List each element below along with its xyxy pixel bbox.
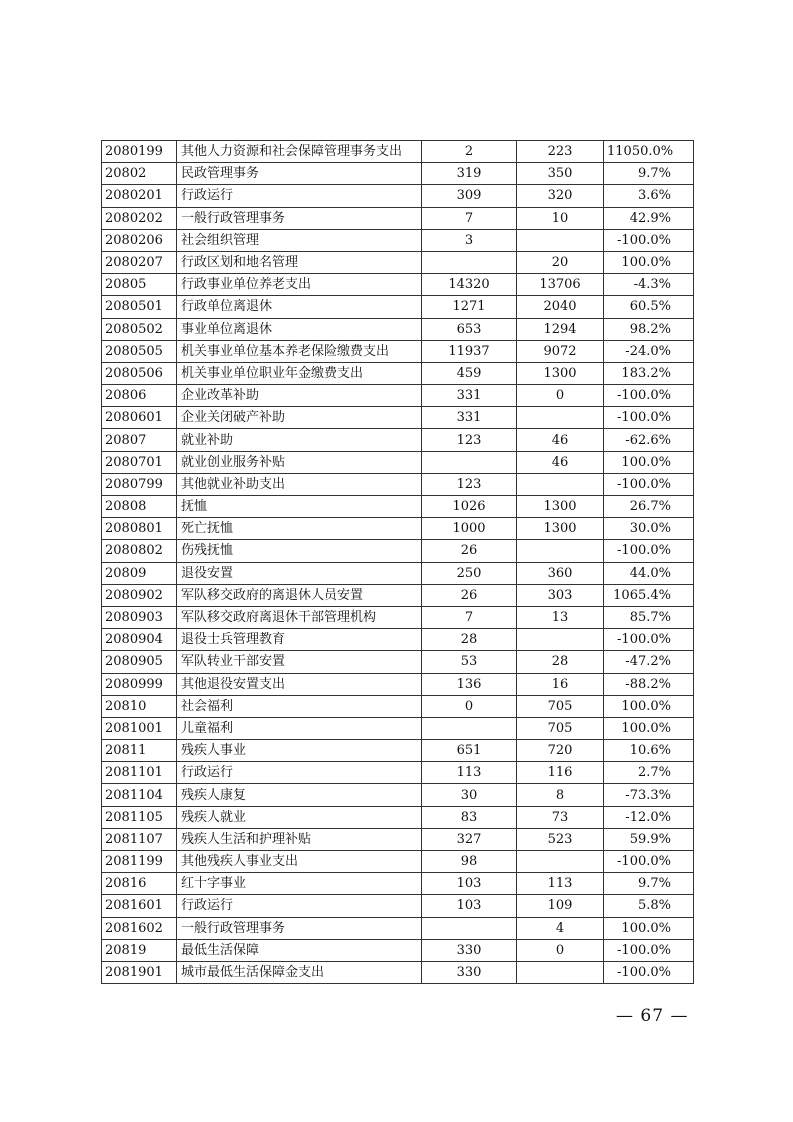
change-percent-cell: 100.0% bbox=[604, 695, 694, 717]
current-amount-cell: 523 bbox=[517, 828, 604, 850]
previous-amount-cell: 26 bbox=[422, 584, 517, 606]
table-row bbox=[102, 429, 694, 451]
current-amount-cell: 16 bbox=[517, 673, 604, 695]
item-name-cell: 最低生活保障 bbox=[177, 939, 422, 961]
change-percent-cell: -100.0% bbox=[604, 961, 694, 983]
table-row bbox=[102, 518, 694, 540]
change-percent-cell: 1065.4% bbox=[604, 584, 694, 606]
change-percent-cell: -100.0% bbox=[604, 939, 694, 961]
item-code-cell: 2080902 bbox=[102, 584, 177, 606]
current-amount-cell: 1300 bbox=[517, 362, 604, 384]
table-row bbox=[102, 274, 694, 296]
item-name-cell: 企业改革补助 bbox=[177, 385, 422, 407]
item-code-cell: 2081601 bbox=[102, 895, 177, 917]
item-name-cell: 一般行政管理事务 bbox=[177, 917, 422, 939]
table-row bbox=[102, 340, 694, 362]
current-amount-cell bbox=[517, 473, 604, 495]
change-percent-cell: 100.0% bbox=[604, 451, 694, 473]
current-amount-cell: 8 bbox=[517, 784, 604, 806]
item-code-cell: 2081105 bbox=[102, 806, 177, 828]
item-code-cell: 20807 bbox=[102, 429, 177, 451]
change-percent-cell: -100.0% bbox=[604, 385, 694, 407]
table-row bbox=[102, 385, 694, 407]
current-amount-cell: 320 bbox=[517, 185, 604, 207]
previous-amount-cell: 103 bbox=[422, 895, 517, 917]
budget-table bbox=[101, 140, 694, 984]
previous-amount-cell: 3 bbox=[422, 229, 517, 251]
previous-amount-cell: 123 bbox=[422, 429, 517, 451]
previous-amount-cell: 53 bbox=[422, 651, 517, 673]
item-code-cell: 2081199 bbox=[102, 851, 177, 873]
current-amount-cell: 0 bbox=[517, 385, 604, 407]
item-name-cell: 社会组织管理 bbox=[177, 229, 422, 251]
item-name-cell: 一般行政管理事务 bbox=[177, 207, 422, 229]
previous-amount-cell: 98 bbox=[422, 851, 517, 873]
item-name-cell: 红十字事业 bbox=[177, 873, 422, 895]
item-name-cell: 企业关闭破产补助 bbox=[177, 407, 422, 429]
table-row bbox=[102, 362, 694, 384]
table-row bbox=[102, 251, 694, 273]
item-name-cell: 民政管理事务 bbox=[177, 163, 422, 185]
item-name-cell: 行政区划和地名管理 bbox=[177, 251, 422, 273]
table-row bbox=[102, 717, 694, 739]
item-code-cell: 20811 bbox=[102, 740, 177, 762]
item-code-cell: 20802 bbox=[102, 163, 177, 185]
table-row bbox=[102, 407, 694, 429]
table-row bbox=[102, 540, 694, 562]
item-name-cell: 残疾人就业 bbox=[177, 806, 422, 828]
change-percent-cell: 59.9% bbox=[604, 828, 694, 850]
item-name-cell: 军队转业干部安置 bbox=[177, 651, 422, 673]
previous-amount-cell: 7 bbox=[422, 606, 517, 628]
change-percent-cell: 100.0% bbox=[604, 917, 694, 939]
previous-amount-cell: 30 bbox=[422, 784, 517, 806]
current-amount-cell: 116 bbox=[517, 762, 604, 784]
item-code-cell: 2080207 bbox=[102, 251, 177, 273]
item-name-cell: 其他就业补助支出 bbox=[177, 473, 422, 495]
change-percent-cell: -100.0% bbox=[604, 629, 694, 651]
item-name-cell: 其他人力资源和社会保障管理事务支出 bbox=[177, 141, 422, 163]
item-name-cell: 机关事业单位基本养老保险缴费支出 bbox=[177, 340, 422, 362]
item-name-cell: 退役士兵管理教育 bbox=[177, 629, 422, 651]
current-amount-cell bbox=[517, 961, 604, 983]
change-percent-cell: -62.6% bbox=[604, 429, 694, 451]
table-row bbox=[102, 961, 694, 983]
previous-amount-cell: 250 bbox=[422, 562, 517, 584]
previous-amount-cell: 123 bbox=[422, 473, 517, 495]
item-code-cell: 2081107 bbox=[102, 828, 177, 850]
item-name-cell: 城市最低生活保障金支出 bbox=[177, 961, 422, 983]
change-percent-cell: 183.2% bbox=[604, 362, 694, 384]
table-row bbox=[102, 851, 694, 873]
current-amount-cell: 705 bbox=[517, 717, 604, 739]
item-code-cell: 20819 bbox=[102, 939, 177, 961]
change-percent-cell: -100.0% bbox=[604, 473, 694, 495]
current-amount-cell: 109 bbox=[517, 895, 604, 917]
previous-amount-cell: 331 bbox=[422, 407, 517, 429]
page-number: — 67 — bbox=[616, 1006, 689, 1026]
item-name-cell: 军队移交政府离退休干部管理机构 bbox=[177, 606, 422, 628]
current-amount-cell: 350 bbox=[517, 163, 604, 185]
item-code-cell: 20806 bbox=[102, 385, 177, 407]
current-amount-cell: 1300 bbox=[517, 496, 604, 518]
current-amount-cell bbox=[517, 407, 604, 429]
item-code-cell: 2080506 bbox=[102, 362, 177, 384]
change-percent-cell: 5.8% bbox=[604, 895, 694, 917]
item-name-cell: 行政运行 bbox=[177, 895, 422, 917]
table-row bbox=[102, 473, 694, 495]
change-percent-cell: -100.0% bbox=[604, 540, 694, 562]
change-percent-cell: 26.7% bbox=[604, 496, 694, 518]
item-name-cell: 行政事业单位养老支出 bbox=[177, 274, 422, 296]
current-amount-cell: 13706 bbox=[517, 274, 604, 296]
previous-amount-cell: 653 bbox=[422, 318, 517, 340]
current-amount-cell: 705 bbox=[517, 695, 604, 717]
item-code-cell: 2080505 bbox=[102, 340, 177, 362]
table-row bbox=[102, 917, 694, 939]
item-code-cell: 2080202 bbox=[102, 207, 177, 229]
previous-amount-cell: 309 bbox=[422, 185, 517, 207]
current-amount-cell: 360 bbox=[517, 562, 604, 584]
change-percent-cell: -12.0% bbox=[604, 806, 694, 828]
item-code-cell: 2080201 bbox=[102, 185, 177, 207]
item-name-cell: 残疾人事业 bbox=[177, 740, 422, 762]
change-percent-cell: -100.0% bbox=[604, 407, 694, 429]
previous-amount-cell: 136 bbox=[422, 673, 517, 695]
item-name-cell: 残疾人康复 bbox=[177, 784, 422, 806]
item-name-cell: 死亡抚恤 bbox=[177, 518, 422, 540]
previous-amount-cell: 28 bbox=[422, 629, 517, 651]
previous-amount-cell bbox=[422, 917, 517, 939]
table-row bbox=[102, 185, 694, 207]
table-row bbox=[102, 296, 694, 318]
change-percent-cell: -88.2% bbox=[604, 673, 694, 695]
previous-amount-cell: 330 bbox=[422, 939, 517, 961]
item-code-cell: 2081602 bbox=[102, 917, 177, 939]
table-row bbox=[102, 695, 694, 717]
change-percent-cell: 100.0% bbox=[604, 251, 694, 273]
table-row bbox=[102, 740, 694, 762]
item-code-cell: 2080903 bbox=[102, 606, 177, 628]
change-percent-cell: 42.9% bbox=[604, 207, 694, 229]
item-name-cell: 退役安置 bbox=[177, 562, 422, 584]
item-code-cell: 20805 bbox=[102, 274, 177, 296]
previous-amount-cell: 331 bbox=[422, 385, 517, 407]
item-code-cell: 20810 bbox=[102, 695, 177, 717]
item-code-cell: 2080206 bbox=[102, 229, 177, 251]
item-code-cell: 20808 bbox=[102, 496, 177, 518]
change-percent-cell: 3.6% bbox=[604, 185, 694, 207]
current-amount-cell: 73 bbox=[517, 806, 604, 828]
previous-amount-cell bbox=[422, 251, 517, 273]
item-code-cell: 2080904 bbox=[102, 629, 177, 651]
current-amount-cell: 4 bbox=[517, 917, 604, 939]
previous-amount-cell: 459 bbox=[422, 362, 517, 384]
item-code-cell: 2080199 bbox=[102, 141, 177, 163]
item-code-cell: 2081104 bbox=[102, 784, 177, 806]
change-percent-cell: -24.0% bbox=[604, 340, 694, 362]
budget-table-body bbox=[102, 141, 694, 984]
change-percent-cell: 30.0% bbox=[604, 518, 694, 540]
current-amount-cell bbox=[517, 851, 604, 873]
item-name-cell: 伤残抚恤 bbox=[177, 540, 422, 562]
change-percent-cell: 44.0% bbox=[604, 562, 694, 584]
change-percent-cell: 11050.0% bbox=[604, 141, 694, 163]
previous-amount-cell bbox=[422, 451, 517, 473]
current-amount-cell: 20 bbox=[517, 251, 604, 273]
current-amount-cell: 720 bbox=[517, 740, 604, 762]
item-code-cell: 2080801 bbox=[102, 518, 177, 540]
item-name-cell: 行政运行 bbox=[177, 762, 422, 784]
previous-amount-cell bbox=[422, 717, 517, 739]
item-code-cell: 2080601 bbox=[102, 407, 177, 429]
item-name-cell: 行政运行 bbox=[177, 185, 422, 207]
table-row bbox=[102, 451, 694, 473]
previous-amount-cell: 330 bbox=[422, 961, 517, 983]
item-name-cell: 军队移交政府的离退休人员安置 bbox=[177, 584, 422, 606]
item-name-cell: 其他退役安置支出 bbox=[177, 673, 422, 695]
item-code-cell: 2081901 bbox=[102, 961, 177, 983]
current-amount-cell: 113 bbox=[517, 873, 604, 895]
table-row bbox=[102, 651, 694, 673]
item-name-cell: 机关事业单位职业年金缴费支出 bbox=[177, 362, 422, 384]
change-percent-cell: 2.7% bbox=[604, 762, 694, 784]
change-percent-cell: -4.3% bbox=[604, 274, 694, 296]
previous-amount-cell: 1000 bbox=[422, 518, 517, 540]
item-code-cell: 2080999 bbox=[102, 673, 177, 695]
item-code-cell: 2080905 bbox=[102, 651, 177, 673]
table-row bbox=[102, 562, 694, 584]
table-row bbox=[102, 584, 694, 606]
current-amount-cell: 0 bbox=[517, 939, 604, 961]
item-code-cell: 20816 bbox=[102, 873, 177, 895]
table-row bbox=[102, 141, 694, 163]
change-percent-cell: -100.0% bbox=[604, 851, 694, 873]
current-amount-cell: 1294 bbox=[517, 318, 604, 340]
current-amount-cell: 303 bbox=[517, 584, 604, 606]
table-row bbox=[102, 163, 694, 185]
table-row bbox=[102, 784, 694, 806]
change-percent-cell: 10.6% bbox=[604, 740, 694, 762]
change-percent-cell: -47.2% bbox=[604, 651, 694, 673]
current-amount-cell: 46 bbox=[517, 451, 604, 473]
current-amount-cell: 13 bbox=[517, 606, 604, 628]
item-name-cell: 其他残疾人事业支出 bbox=[177, 851, 422, 873]
item-name-cell: 社会福利 bbox=[177, 695, 422, 717]
item-name-cell: 事业单位离退休 bbox=[177, 318, 422, 340]
previous-amount-cell: 1271 bbox=[422, 296, 517, 318]
previous-amount-cell: 26 bbox=[422, 540, 517, 562]
previous-amount-cell: 103 bbox=[422, 873, 517, 895]
table-row bbox=[102, 496, 694, 518]
item-name-cell: 就业创业服务补贴 bbox=[177, 451, 422, 473]
previous-amount-cell: 2 bbox=[422, 141, 517, 163]
change-percent-cell: 98.2% bbox=[604, 318, 694, 340]
previous-amount-cell: 7 bbox=[422, 207, 517, 229]
change-percent-cell: -100.0% bbox=[604, 229, 694, 251]
item-name-cell: 就业补助 bbox=[177, 429, 422, 451]
item-code-cell: 2080799 bbox=[102, 473, 177, 495]
current-amount-cell: 9072 bbox=[517, 340, 604, 362]
current-amount-cell: 2040 bbox=[517, 296, 604, 318]
table-row bbox=[102, 873, 694, 895]
change-percent-cell: 85.7% bbox=[604, 606, 694, 628]
table-row bbox=[102, 629, 694, 651]
previous-amount-cell: 651 bbox=[422, 740, 517, 762]
current-amount-cell: 46 bbox=[517, 429, 604, 451]
table-row bbox=[102, 895, 694, 917]
table-row bbox=[102, 828, 694, 850]
item-name-cell: 儿童福利 bbox=[177, 717, 422, 739]
change-percent-cell: -73.3% bbox=[604, 784, 694, 806]
item-code-cell: 2080701 bbox=[102, 451, 177, 473]
table-row bbox=[102, 939, 694, 961]
item-code-cell: 2080802 bbox=[102, 540, 177, 562]
table-row bbox=[102, 673, 694, 695]
current-amount-cell bbox=[517, 229, 604, 251]
item-code-cell: 2081001 bbox=[102, 717, 177, 739]
change-percent-cell: 9.7% bbox=[604, 163, 694, 185]
table-row bbox=[102, 806, 694, 828]
item-code-cell: 20809 bbox=[102, 562, 177, 584]
item-code-cell: 2080501 bbox=[102, 296, 177, 318]
change-percent-cell: 100.0% bbox=[604, 717, 694, 739]
previous-amount-cell: 1026 bbox=[422, 496, 517, 518]
table-row bbox=[102, 229, 694, 251]
previous-amount-cell: 327 bbox=[422, 828, 517, 850]
current-amount-cell: 1300 bbox=[517, 518, 604, 540]
previous-amount-cell: 319 bbox=[422, 163, 517, 185]
current-amount-cell bbox=[517, 629, 604, 651]
item-code-cell: 2081101 bbox=[102, 762, 177, 784]
table-row bbox=[102, 318, 694, 340]
item-name-cell: 行政单位离退休 bbox=[177, 296, 422, 318]
change-percent-cell: 60.5% bbox=[604, 296, 694, 318]
item-code-cell: 2080502 bbox=[102, 318, 177, 340]
current-amount-cell bbox=[517, 540, 604, 562]
item-name-cell: 残疾人生活和护理补贴 bbox=[177, 828, 422, 850]
current-amount-cell: 10 bbox=[517, 207, 604, 229]
previous-amount-cell: 14320 bbox=[422, 274, 517, 296]
item-name-cell: 抚恤 bbox=[177, 496, 422, 518]
change-percent-cell: 9.7% bbox=[604, 873, 694, 895]
current-amount-cell: 28 bbox=[517, 651, 604, 673]
previous-amount-cell: 11937 bbox=[422, 340, 517, 362]
table-row bbox=[102, 207, 694, 229]
previous-amount-cell: 0 bbox=[422, 695, 517, 717]
current-amount-cell: 223 bbox=[517, 141, 604, 163]
table-row bbox=[102, 606, 694, 628]
previous-amount-cell: 113 bbox=[422, 762, 517, 784]
previous-amount-cell: 83 bbox=[422, 806, 517, 828]
table-row bbox=[102, 762, 694, 784]
